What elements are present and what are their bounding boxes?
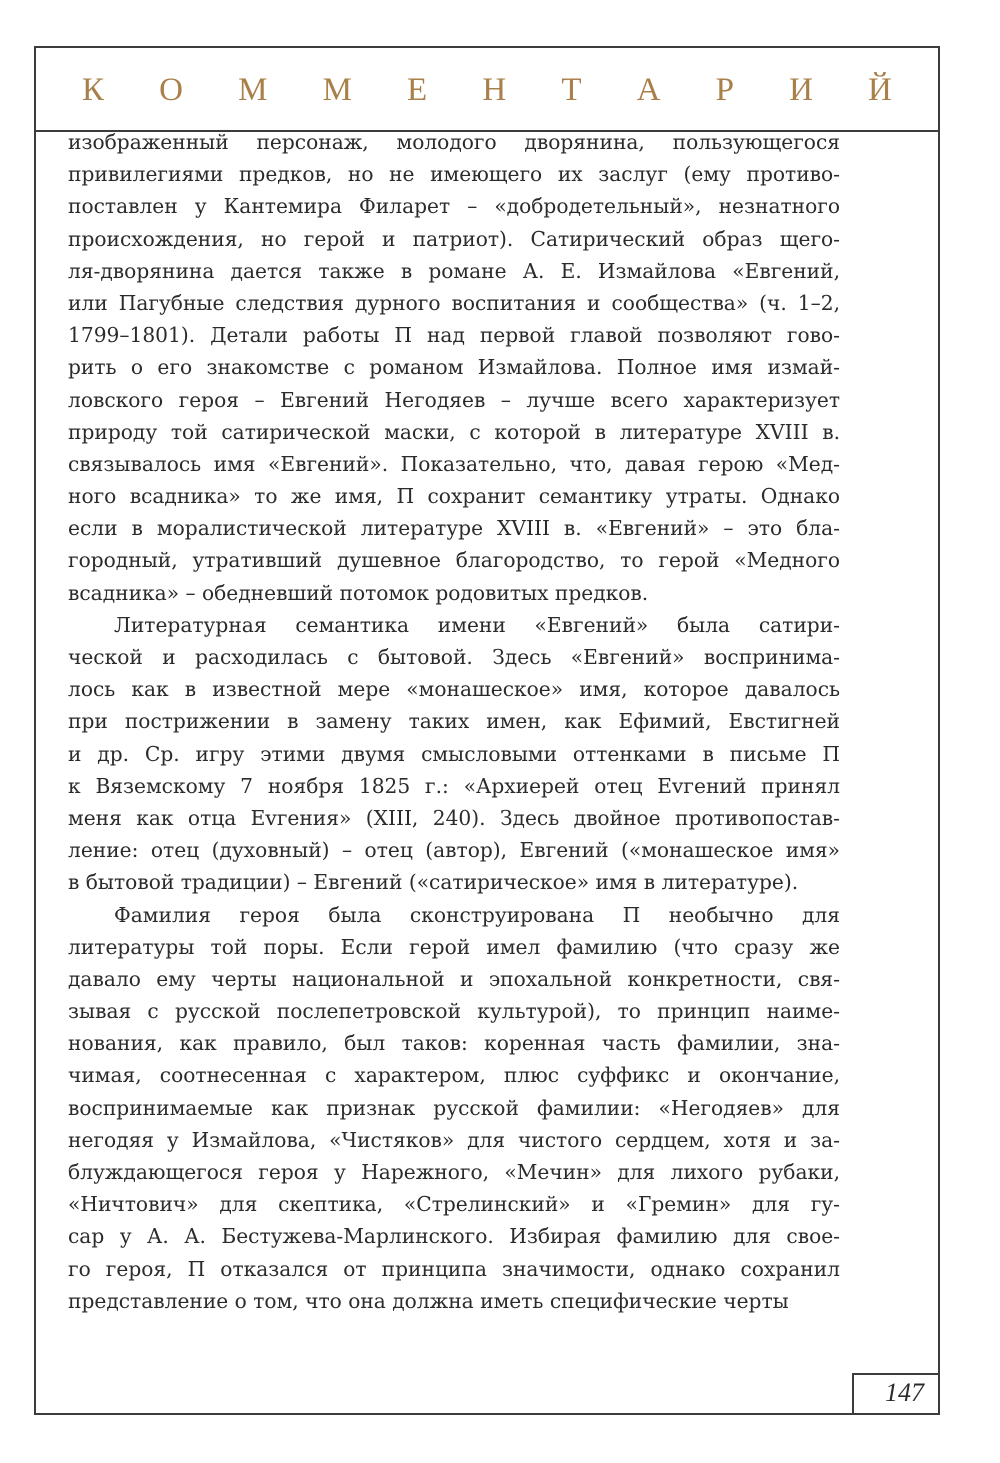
header-letter: Е — [407, 72, 428, 108]
text-line: ческой и расходилась с бытовой. Здесь «Евгений» воспринима- — [68, 645, 840, 669]
paragraph — [68, 609, 840, 899]
paragraph — [68, 126, 840, 609]
text-line: нования, как правило, был таков: коренная часть фамилии, зна- — [68, 1031, 840, 1056]
header-letter: А — [636, 72, 661, 108]
page-number: 147 — [885, 1378, 924, 1407]
text-line: зывая с русской послепетровской культурой), то принцип наиме- — [68, 999, 840, 1024]
header-letter: О — [159, 72, 183, 108]
text-line: блуждающегося героя у Нарежного, «Мечин» для лихого рубаки, — [68, 1160, 840, 1184]
text-line: ление: отец (духовный) – отец (автор), Евгений («монашеское имя» — [68, 838, 840, 863]
text-line: к Вяземскому 7 ноября 1825 г.: «Архиерей отец Evгений принял — [68, 773, 840, 798]
header-letter: Р — [715, 72, 734, 108]
text-line: рить о его знакомстве с романом Измайлова. Полное имя измай- — [68, 355, 840, 380]
text-line: сар у А. А. Бестужева-Марлинского. Избирая фамилию для свое- — [68, 1224, 840, 1249]
text-line: «Ничтович» для скептика, «Стрелинский» и «Гремин» для гу- — [68, 1192, 840, 1217]
page-number-box — [852, 1373, 940, 1415]
running-header — [36, 48, 938, 132]
text-line: го героя, П отказался от принципа значимости, однако сохранил — [68, 1256, 840, 1281]
running-header-title — [82, 70, 892, 110]
text-line: и др. Ср. игру этими двумя смысловыми оттенками в письме П — [68, 741, 840, 766]
commentary-text — [68, 126, 840, 1317]
text-line: Литературная семантика имени «Евгений» была сатири- — [114, 612, 840, 637]
text-line: негодяя у Измайлова, «Чистяков» для чистого сердцем, хотя и за- — [68, 1127, 840, 1152]
header-letter: И — [789, 72, 813, 108]
text-line: связывалось имя «Евгений». Показательно, что, давая герою «Мед- — [68, 451, 840, 476]
text-line: Фамилия героя была сконструирована П необычно для — [114, 902, 840, 927]
text-line: меня как отца Evгения» (XIII, 240). Здесь двойное противопостав- — [68, 805, 840, 830]
text-line: если в моралистической литературе XVIII в. «Евгений» – это бла- — [68, 516, 840, 541]
text-line: поставлен у Кантемира Филарет – «добродетельный», незнатного — [68, 194, 840, 219]
text-line: природу той сатирической маски, с которой в литературе XVIII в. — [68, 419, 840, 444]
text-line: ля-дворянина дается также в романе А. Е. Измайлова «Евгений, — [68, 258, 840, 283]
paragraph — [68, 899, 840, 1317]
text-line: 1799–1801). Детали работы П над первой главой позволяют гово- — [68, 323, 840, 348]
header-letter: М — [238, 72, 268, 108]
text-line: воспринимаемые как признак русской фамилии: «Негодяев» для — [68, 1095, 840, 1120]
text-line: при пострижении в замену таких имен, как Ефимий, Евстигней — [68, 709, 840, 734]
header-letter: К — [82, 72, 105, 108]
header-letter: М — [322, 72, 352, 108]
text-line: представление о том, что она должна иметь специфические черты — [68, 1288, 789, 1313]
header-letter: Й — [868, 72, 892, 108]
text-line: ловского героя – Евгений Негодяев – лучше всего характеризует — [68, 387, 840, 412]
text-line: в бытовой традиции) – Евгений («сатирическое» имя в литературе). — [68, 870, 799, 895]
text-line: чимая, соотнесенная с характером, плюс суффикс и окончание, — [68, 1063, 840, 1088]
header-letter: Т — [561, 72, 582, 108]
text-line: литературы той поры. Если герой имел фамилию (что сразу же — [68, 934, 840, 959]
text-line: или Пагубные следствия дурного воспитания и сообщества» (ч. 1–2, — [68, 290, 840, 315]
text-line: давало ему черты национальной и эпохальной конкретности, свя- — [68, 966, 840, 991]
header-letter: Н — [482, 72, 507, 108]
text-line: происхождения, но герой и патриот). Сатирический образ щего- — [68, 226, 840, 251]
text-line: привилегиями предков, но не имеющего их заслуг (ему противо- — [68, 162, 840, 187]
text-line: лось как в известной мере «монашеское» имя, которое давалось — [68, 677, 840, 702]
text-line: городный, утративший душевное благородство, то герой «Медного — [68, 548, 840, 573]
text-line: ного всадника» то же имя, П сохранит семантику утраты. Однако — [68, 484, 840, 509]
text-line: всадника» – обедневший потомок родовитых предков. — [68, 580, 649, 605]
text-line: изображенный персонаж, молодого дворянина, пользующегося — [68, 130, 840, 154]
